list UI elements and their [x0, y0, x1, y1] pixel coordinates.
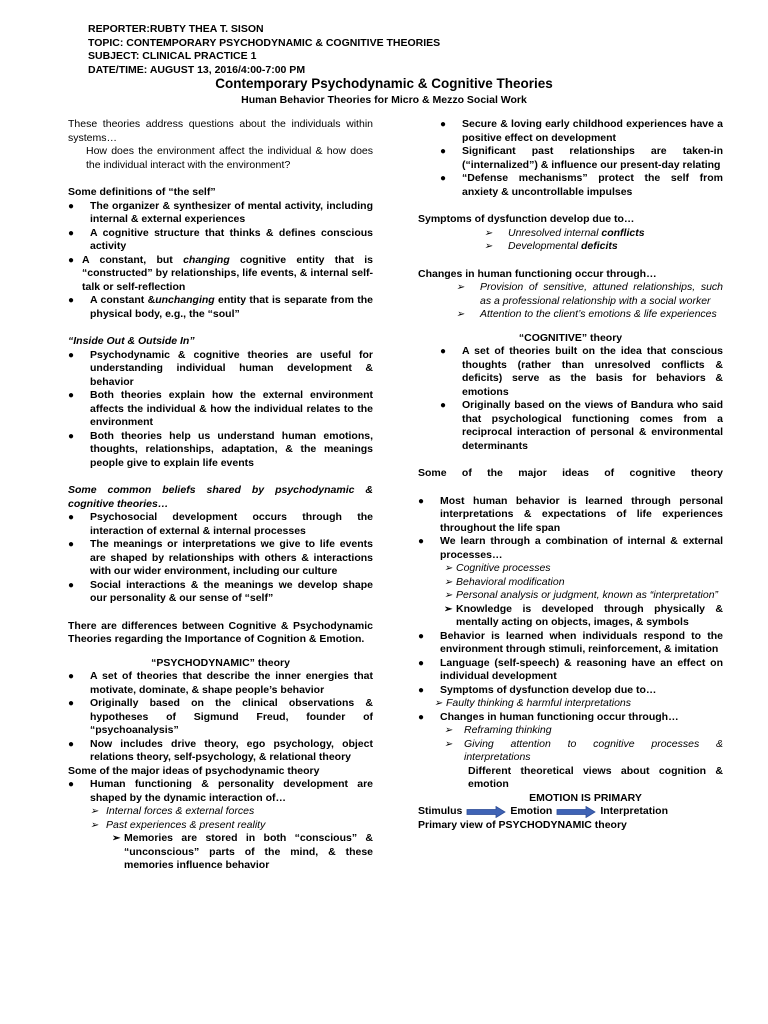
right-column [418, 118, 723, 832]
list-item: ➢ Reframing thinking [444, 724, 723, 738]
diagram-emotion: Emotion [510, 805, 553, 817]
list-item: ● A set of theories that describe the inner energies that motivate, dominate, & shape people’s behavior [68, 670, 373, 697]
right-arrow-icon [466, 806, 506, 818]
list-item: ● Language (self-speech) & reasoning have an effect on individual development [418, 657, 723, 684]
stimulus-emotion-diagram [418, 805, 723, 819]
document-subtitle: Human Behavior Theories for Micro & Mezzo Social Work [241, 94, 527, 106]
diagram-stimulus: Stimulus [418, 805, 463, 817]
beliefs-list [68, 511, 373, 606]
list-item: ● Originally based on the clinical observations & hypotheses of Sigmund Freud, founder of “psychoanalysis” [68, 697, 373, 738]
list-item: ● Both theories help us understand human emotions, thoughts, relationships, adaptation, & the meanings people give to explain life events [68, 430, 373, 471]
major-sub-list [68, 805, 373, 832]
list-item: ● Secure & loving early childhood experiences have a positive effect on development [440, 118, 723, 145]
intro-question: How does the environment affect the individual & how does the individual interact with the environment? [86, 145, 373, 171]
self-list [68, 200, 373, 322]
list-item: ➢ Cognitive processes [444, 562, 723, 576]
right-arrow-icon [556, 806, 596, 818]
subject-line: SUBJECT: CLINICAL PRACTICE 1 [88, 50, 257, 62]
top-list [418, 118, 723, 199]
intro-paragraph: These theories address questions about the individuals within systems… [68, 118, 373, 144]
changes-heading: Changes in human functioning occur through… [418, 267, 657, 280]
topic-line: TOPIC: CONTEMPORARY PSYCHODYNAMIC & COGNITIVE THEORIES [88, 36, 441, 49]
list-item: ● A constant &unchanging entity that is separate from the physical body, e.g., the “soul” [68, 294, 373, 321]
cognitive-list [418, 345, 723, 453]
list-item: ➢ Giving attention to cognitive processes & interpretations [444, 738, 723, 765]
different-views: Different theoretical views about cognition & emotion [468, 764, 723, 790]
inside-list [68, 349, 373, 471]
list-item: ● A cognitive structure that thinks & defines conscious activity [68, 227, 373, 254]
symptoms-sub-list [418, 697, 723, 711]
cog-major-list [418, 495, 723, 563]
cognitive-heading: “COGNITIVE” theory [518, 331, 623, 344]
left-column [68, 118, 373, 873]
cog-major-heading: Some of the major ideas of cognitive theory [418, 467, 723, 479]
changes-sub-list [418, 724, 723, 765]
list-item: ➢ Personal analysis or judgment, known as “interpretation” [444, 589, 723, 603]
list-item: ➢ Internal forces & external forces [90, 805, 373, 819]
reporter-line: REPORTER:RUBTY THEA T. SISON [88, 23, 264, 35]
list-item: ● The meanings or interpretations we give to life events are shaped by relationships with others & interactions with our wider environment, including our culture [68, 538, 373, 579]
list-item: ● Now includes drive theory, ego psychology, object relations theory, self-psychology, & relational theory [68, 738, 373, 765]
diagram-interpretation: Interpretation [600, 805, 669, 817]
emotion-primary: EMOTION IS PRIMARY [529, 791, 642, 804]
list-item: ➢ Provision of sensitive, attuned relationships, such as a professional relationship with a social worker [456, 281, 723, 308]
changes-list [418, 281, 723, 322]
differences-paragraph: There are differences between Cognitive & Psychodynamic Theories regarding the Importance of Cognition & Emotion. [68, 619, 373, 645]
primary-view: Primary view of PSYCHODYNAMIC theory [418, 818, 627, 831]
psychodynamic-heading: “PSYCHODYNAMIC” theory [151, 656, 290, 669]
list-item: ➢ Attention to the client’s emotions & life experiences [456, 308, 723, 322]
list-item: ➢ Knowledge is developed through physically & mentally acting on objects, images, & symbols [444, 603, 723, 630]
list-item: ● Both theories explain how the external environment affects the individual & how the individual relates to the environment [68, 389, 373, 430]
list-item: ➢ Behavioral modification [444, 576, 723, 590]
list-item: ● Changes in human functioning occur through… [418, 711, 723, 725]
list-item: ➢ Developmental deficits [484, 240, 723, 254]
list-item: ● Behavior is learned when individuals respond to the environment through stimuli, reinforcement, & imitation [418, 630, 723, 657]
beliefs-heading: Some common beliefs shared by psychodynamic & cognitive theories… [68, 484, 373, 510]
list-item: ● “Defense mechanisms” protect the self from anxiety & uncontrollable impulses [440, 172, 723, 199]
list-item: ● Social interactions & the meanings we develop shape our personality & our sense of “self” [68, 579, 373, 606]
list-item: ➢ Memories are stored in both “conscious” & “unconscious” parts of the mind, & these memories influence behavior [112, 832, 373, 873]
list-item: ● Significant past relationships are taken-in (“internalized”) & influence our present-day relating [440, 145, 723, 172]
datetime-line: DATE/TIME: AUGUST 13, 2016/4:00-7:00 PM [88, 63, 306, 76]
psychodynamic-list [68, 670, 373, 765]
list-item: ● We learn through a combination of internal & external processes… [418, 535, 723, 562]
list-item: ● Psychodynamic & cognitive theories are useful for understanding individual human development & behavior [68, 349, 373, 390]
list-item: ● Originally based on the views of Bandura who said that psychological functioning comes from a reciprocal interaction of personal & environmental determinants [440, 399, 723, 453]
cog-major-list-3 [418, 711, 723, 725]
list-item: ● Psychosocial development occurs through the interaction of external & internal processes [68, 511, 373, 538]
list-item: ● Most human behavior is learned through personal interpretations & expectations of life experiences throughout the life span [418, 495, 723, 536]
major-ideas-heading: Some of the major ideas of psychodynamic theory [68, 764, 320, 777]
list-item: ● The organizer & synthesizer of mental activity, including internal & external experiences [68, 200, 373, 227]
document-title: Contemporary Psychodynamic & Cognitive Theories [215, 76, 553, 91]
major-ideas-list [68, 778, 373, 805]
symptoms-heading: Symptoms of dysfunction develop due to… [418, 213, 635, 225]
symptoms-list [418, 227, 723, 254]
list-item: ● Symptoms of dysfunction develop due to… [418, 684, 723, 698]
cog-major-list-2 [418, 630, 723, 698]
report-header [88, 23, 440, 77]
list-item: ● A set of theories built on the idea that conscious thoughts (rather than unresolved conflicts & deficits) serve as the basis for behaviors & emotions [440, 345, 723, 399]
inside-heading: “Inside Out & Outside In” [68, 335, 195, 347]
list-item: ● A constant, but changing cognitive entity that is “constructed” by relationships, life events, & internal self-talk or self-reflection [68, 254, 373, 295]
list-item: ➢ Unresolved internal conflicts [484, 227, 723, 241]
list-item: ● Human functioning & personality development are shaped by the dynamic interaction of… [68, 778, 373, 805]
self-heading: Some definitions of “the self” [68, 186, 216, 198]
list-item: ➢ Faulty thinking & harmful interpretations [434, 697, 723, 711]
cog-sub-list [418, 562, 723, 630]
list-item: ➢ Past experiences & present reality [90, 819, 373, 833]
major-subsub-list [68, 832, 373, 873]
